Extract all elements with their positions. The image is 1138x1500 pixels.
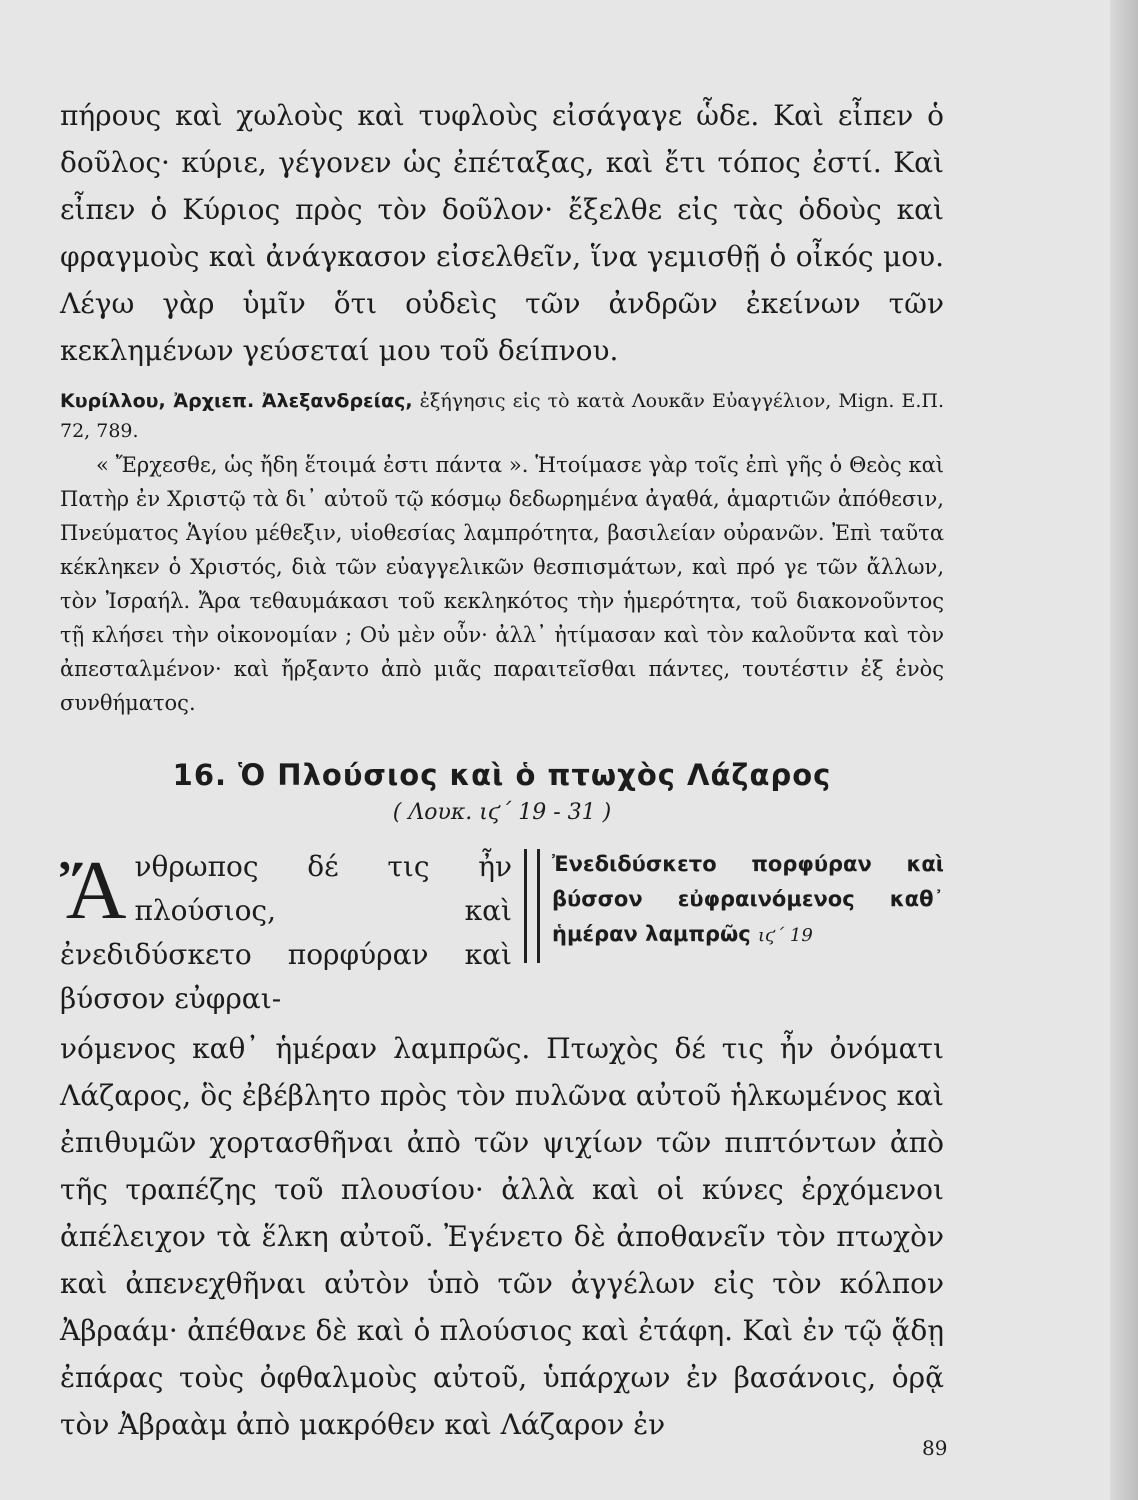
- verse-highlight: [552, 845, 944, 1021]
- page-edge: [1110, 0, 1138, 1500]
- continuation-passage: νόμενος καθ᾽ ἡμέραν λαμπρῶς. Πτωχὸς δέ τις ἦν ὀνόματι Λάζαρος, ὃς ἐβέβλητο πρὸς τὸν πυλῶνα αὐτοῦ ἡλκωμένος καὶ ἐπιθυμῶν χορτασθῆναι ἀπὸ τῶν ψιχίων τῶν πιπτόντων ἀπὸ τῆς τραπέζης τοῦ πλουσίου· ἀλλὰ καὶ οἱ κύνες ἐρχόμενοι ἀπέλειχον τὰ ἕλκη αὐτοῦ. Ἐγένετο δὲ ἀποθανεῖν τὸν πτωχὸν καὶ ἀπενεχθῆναι αὐτὸν ὑπὸ τῶν ἀγγέλων εἰς τὸν κόλπον Ἀβραάμ· ἀπέθανε δὲ καὶ ὁ πλούσιος καὶ ἐτάφη. Καὶ ἐν τῷ ᾅδῃ ἐπάρας τοὺς ὀφθαλμοὺς αὐτοῦ, ὑπάρχων ἐν βασάνοις, ὁρᾷ τὸν Ἀβραὰμ ἀπὸ μακρόθεν καὶ Λάζαρον ἐν: [60, 1032, 944, 1441]
- source-author: Κυρίλλου, Ἀρχιεπ. Ἀλεξανδρείας,: [60, 390, 413, 412]
- intro-block: [60, 845, 944, 1021]
- page-number: 89: [922, 1436, 948, 1460]
- book-page: [60, 92, 944, 1448]
- section-reference: ( Λουκ. ιϛ΄ 19 - 31 ): [392, 800, 612, 825]
- commentary-paragraph: « Ἔρχεσθε, ὡς ἤδη ἕτοιμά ἐστι πάντα ». Ἡτοίμασε γὰρ τοῖς ἐπὶ γῆς ὁ Θεὸς καὶ Πατὴρ ἐν Χριστῷ τὰ δι᾽ αὐτοῦ τῷ κόσμῳ δεδωρημένα ἀγαθά, ἁμαρτιῶν ἀπόθεσιν, Πνεύματος Ἁγίου μέθεξιν, υἱοθεσίας λαμπρότητα, βασιλείαν οὐρανῶν. Ἐπὶ ταῦτα κέκληκεν ὁ Χριστός, διὰ τῶν εὐαγγελικῶν θεσπισμάτων, καὶ πρό γε τῶν ἄλλων, τὸν Ἰσραήλ. Ἄρα τεθαυμάκασι τοῦ κεκληκότος τὴν ἡμερότητα, τοῦ διακονοῦντος τῇ κλήσει τὴν οἰκονομίαν ; Οὐ μὲν οὖν· ἀλλ᾽ ἠτίμασαν καὶ τὸν καλοῦντα καὶ τὸν ἀπεσταλμένον· καὶ ἤρξαντο ἀπὸ μιᾶς παραιτεῖσθαι πάντες, τουτέστιν ἐξ ἑνὸς συνθήματος.: [60, 453, 944, 715]
- double-rule-divider: [524, 849, 540, 963]
- source-rest: ἐξήγησις εἰς τὸ κατὰ Λουκᾶν Εὐαγγέλιον, Mign. Ε.Π. 72, 789.: [60, 390, 944, 442]
- intro-text: νθρωπος δέ τις ἦν πλούσιος, καὶ ἐνεδιδύσκετο πορφύραν καὶ βύσσον εὐφραι-: [60, 850, 512, 1015]
- section-title: 16. Ὁ Πλούσιος καὶ ὁ πτωχὸς Λάζαρος: [172, 758, 832, 792]
- intro-text-column: [60, 845, 512, 1021]
- top-passage: πήρους καὶ χωλοὺς καὶ τυφλοὺς εἰσάγαγε ὧδε. Καὶ εἶπεν ὁ δοῦλος· κύριε, γέγονεν ὡς ἐπέταξας, καὶ ἔτι τόπος ἐστί. Καὶ εἶπεν ὁ Κύριος πρὸς τὸν δοῦλον· ἔξελθε εἰς τὰς ὁδοὺς καὶ φραγμοὺς καὶ ἀνάγκασον εἰσελθεῖν, ἵνα γεμισθῇ ὁ οἶκός μου. Λέγω γὰρ ὑμῖν ὅτι οὐδεὶς τῶν ἀνδρῶν ἐκείνων τῶν κεκλημένων γεύσεταί μου τοῦ δείπνου.: [60, 99, 944, 367]
- source-citation: [60, 386, 944, 446]
- verse-ref: ιϛ΄ 19: [758, 925, 813, 946]
- drop-cap: Ἄ: [60, 844, 127, 937]
- verse-text: Ἐνεδιδύσκετο πορφύραν καὶ βύσσον εὐφραινόμενος καθ᾽ ἡμέραν λαμπρῶς: [552, 852, 944, 946]
